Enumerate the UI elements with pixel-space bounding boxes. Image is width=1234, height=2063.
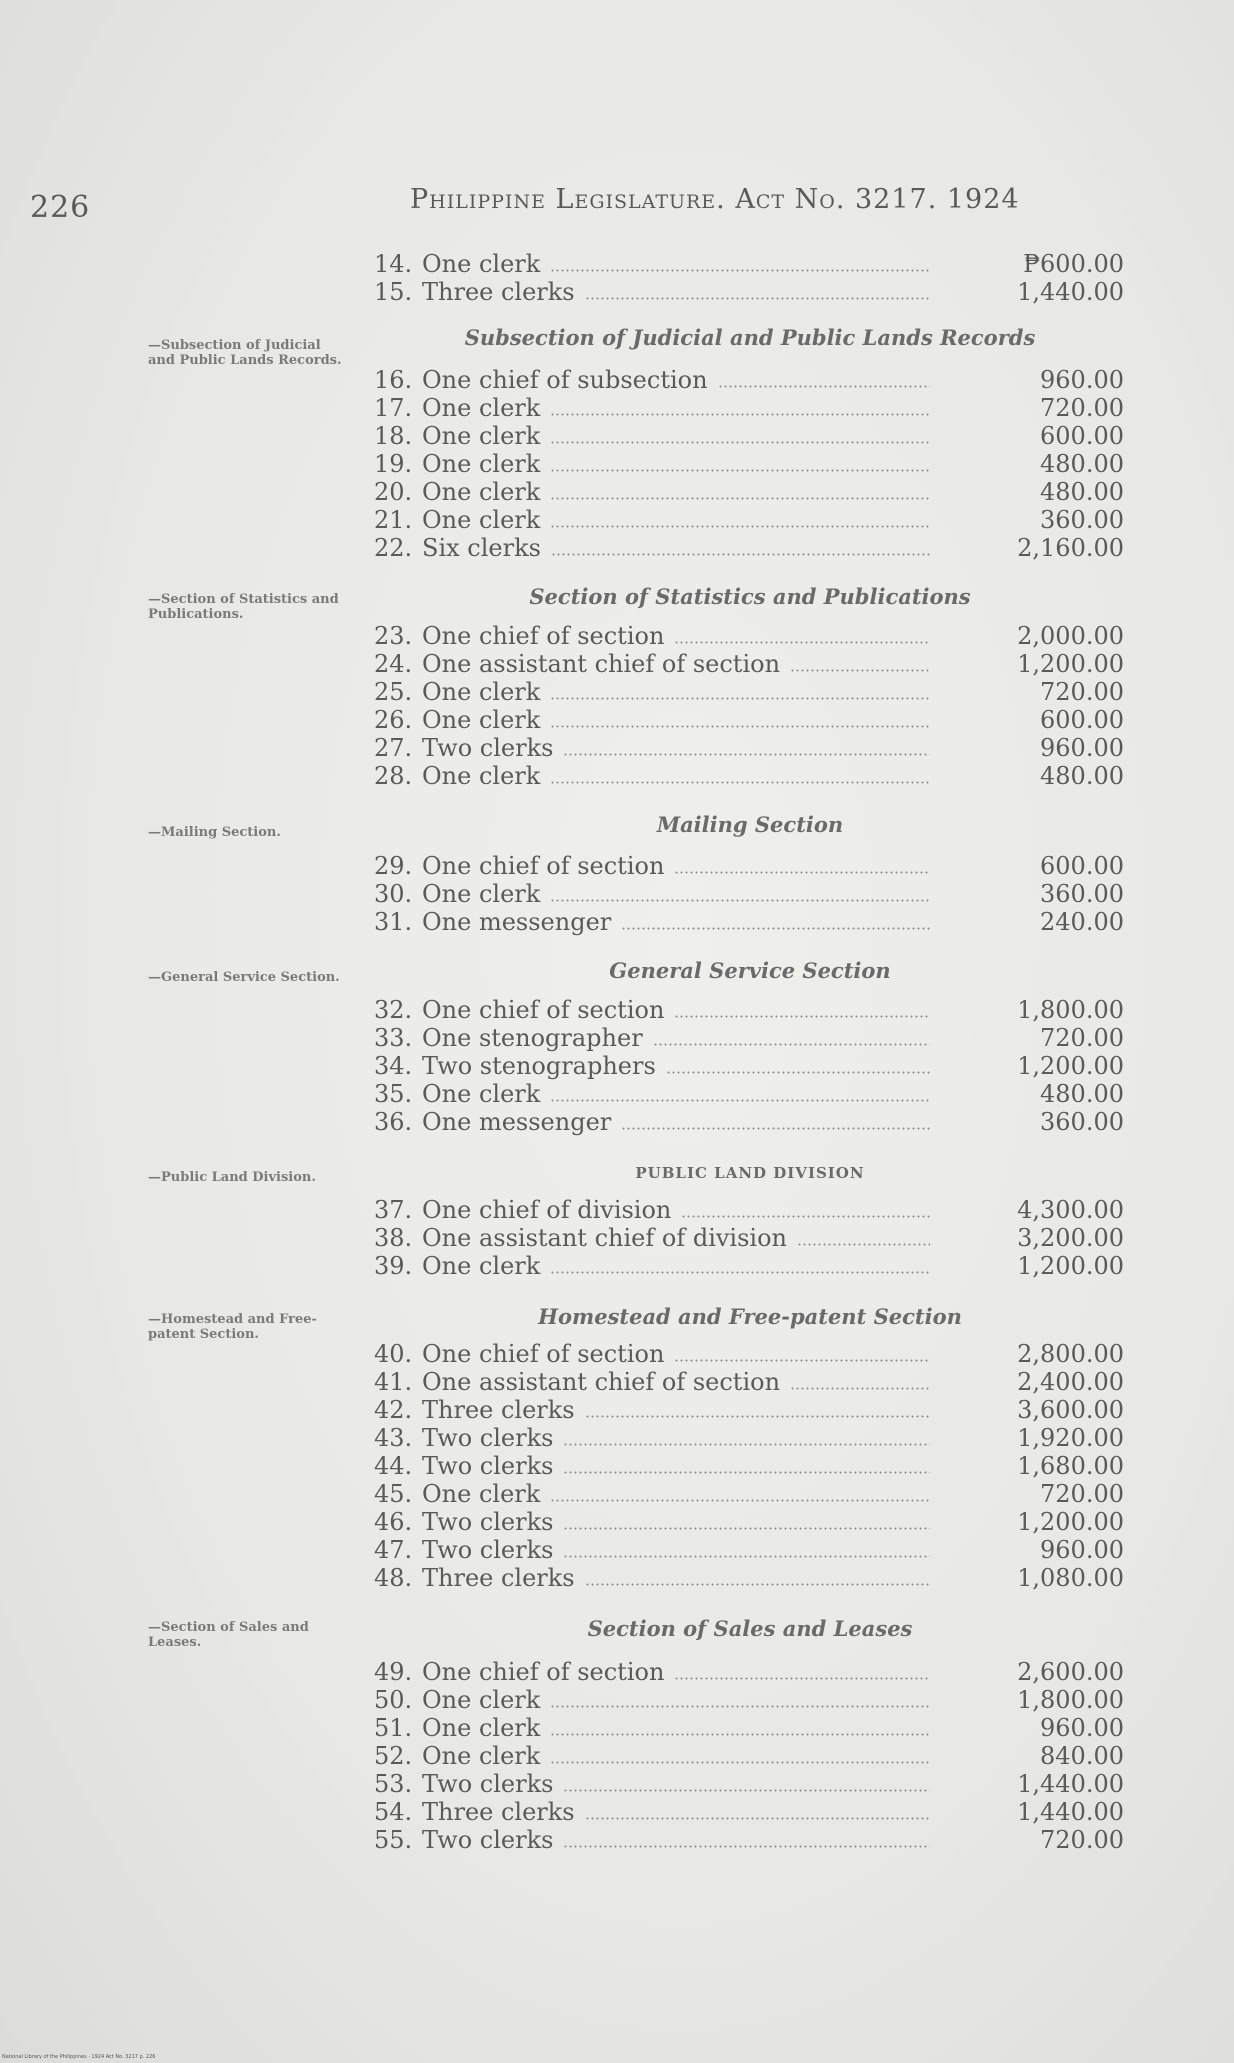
margin-note-sales-leases: —Section of Sales and Leases.: [148, 1620, 309, 1650]
item-description: One chief of section: [422, 1658, 665, 1686]
item-row: [374, 366, 1124, 394]
dot-leader: [550, 469, 930, 472]
item-row: [374, 1686, 1124, 1714]
item-number: 47.: [374, 1536, 413, 1564]
dot-leader: [718, 385, 930, 388]
item-number: 20.: [374, 478, 413, 506]
item-amount: 1,200.00: [1017, 650, 1124, 678]
item-number: 26.: [374, 706, 413, 734]
item-row: [374, 1052, 1124, 1080]
item-description: One clerk: [422, 1080, 541, 1108]
item-row: [374, 478, 1124, 506]
dot-leader: [550, 1733, 930, 1736]
item-description: One clerk: [422, 1252, 541, 1280]
section-heading: Section of Sales and Leases: [587, 1616, 913, 1641]
item-number: 54.: [374, 1798, 413, 1826]
margin-note-public-land: —Public Land Division.: [148, 1170, 316, 1185]
item-amount: 2,400.00: [1017, 1368, 1124, 1396]
item-description: One clerk: [422, 678, 541, 706]
item-amount: 1,800.00: [1017, 1686, 1124, 1714]
item-number: 19.: [374, 450, 413, 478]
item-row: [374, 1452, 1124, 1480]
item-number: 28.: [374, 762, 413, 790]
item-amount: 960.00: [1040, 1536, 1124, 1564]
item-description: One clerk: [422, 478, 541, 506]
dot-leader: [550, 1271, 930, 1274]
item-description: Three clerks: [422, 1798, 575, 1826]
item-amount: 2,000.00: [1017, 622, 1124, 650]
item-number: 16.: [374, 366, 413, 394]
item-description: One chief of section: [422, 852, 665, 880]
item-amount: 1,680.00: [1017, 1452, 1124, 1480]
dot-leader: [674, 871, 930, 874]
item-amount: 1,920.00: [1017, 1424, 1124, 1452]
item-amount: 1,440.00: [1017, 278, 1124, 306]
item-row: [374, 734, 1124, 762]
dot-leader: [790, 1387, 930, 1390]
section-heading: Subsection of Judicial and Public Lands Records: [464, 325, 1036, 350]
item-description: One clerk: [422, 706, 541, 734]
item-amount: ₱600.00: [1023, 250, 1124, 278]
item-description: Two clerks: [422, 1826, 554, 1854]
item-row: [374, 1658, 1124, 1686]
item-description: One clerk: [422, 1742, 541, 1770]
item-row: [374, 1742, 1124, 1770]
item-number: 15.: [374, 278, 413, 306]
item-description: One chief of subsection: [422, 366, 708, 394]
margin-note-mailing: —Mailing Section.: [148, 825, 281, 840]
item-row: [374, 1340, 1124, 1368]
dot-leader: [563, 1789, 930, 1792]
item-number: 38.: [374, 1224, 413, 1252]
item-row: [374, 1480, 1124, 1508]
dot-leader: [653, 1043, 930, 1046]
item-amount: 720.00: [1040, 394, 1124, 422]
item-description: Two clerks: [422, 1508, 554, 1536]
item-number: 18.: [374, 422, 413, 450]
item-row: [374, 650, 1124, 678]
item-description: One clerk: [422, 506, 541, 534]
running-head: Philippine Legislature. Act No. 3217. 1924: [410, 184, 1020, 215]
item-amount: 2,600.00: [1017, 1658, 1124, 1686]
item-amount: 480.00: [1040, 450, 1124, 478]
item-number: 46.: [374, 1508, 413, 1536]
dot-leader: [550, 899, 930, 902]
item-description: One chief of division: [422, 1196, 672, 1224]
dot-leader: [585, 1583, 930, 1586]
dot-leader: [681, 1215, 930, 1218]
dot-leader: [550, 1499, 930, 1502]
item-number: 33.: [374, 1024, 413, 1052]
page-number: 226: [30, 190, 91, 225]
item-number: 31.: [374, 908, 413, 936]
dot-leader: [674, 1677, 930, 1680]
item-number: 49.: [374, 1658, 413, 1686]
dot-leader: [550, 269, 930, 272]
item-amount: 1,200.00: [1017, 1508, 1124, 1536]
dot-leader: [550, 697, 930, 700]
item-number: 48.: [374, 1564, 413, 1592]
dot-leader: [797, 1243, 930, 1246]
item-number: 43.: [374, 1424, 413, 1452]
item-row: [374, 1024, 1124, 1052]
item-row: [374, 506, 1124, 534]
item-row: [374, 1424, 1124, 1452]
item-row: [374, 678, 1124, 706]
item-amount: 720.00: [1040, 1826, 1124, 1854]
item-row: [374, 1564, 1124, 1592]
item-amount: 1,440.00: [1017, 1770, 1124, 1798]
item-amount: 1,200.00: [1017, 1052, 1124, 1080]
dot-leader: [674, 1359, 930, 1362]
item-amount: 1,440.00: [1017, 1798, 1124, 1826]
dot-leader: [621, 1127, 930, 1130]
item-row: [374, 450, 1124, 478]
item-amount: 480.00: [1040, 762, 1124, 790]
item-row: [374, 908, 1124, 936]
dot-leader: [674, 641, 930, 644]
item-row: [374, 996, 1124, 1024]
item-number: 42.: [374, 1396, 413, 1424]
item-amount: 1,080.00: [1017, 1564, 1124, 1592]
division-heading: PUBLIC LAND DIVISION: [635, 1164, 865, 1182]
dot-leader: [585, 1415, 930, 1418]
item-amount: 2,160.00: [1017, 534, 1124, 562]
margin-note-general-service: —General Service Section.: [148, 970, 340, 985]
item-number: 21.: [374, 506, 413, 534]
item-description: One clerk: [422, 394, 541, 422]
dot-leader: [563, 1845, 930, 1848]
item-row: [374, 1536, 1124, 1564]
item-number: 50.: [374, 1686, 413, 1714]
item-amount: 960.00: [1040, 366, 1124, 394]
item-amount: 360.00: [1040, 880, 1124, 908]
item-amount: 720.00: [1040, 1480, 1124, 1508]
item-row: [374, 852, 1124, 880]
item-row: [374, 1508, 1124, 1536]
section-heading: General Service Section: [609, 958, 891, 983]
item-description: One clerk: [422, 1480, 541, 1508]
item-description: Three clerks: [422, 1564, 575, 1592]
section-heading: Homestead and Free-patent Section: [538, 1304, 962, 1329]
dot-leader: [790, 669, 930, 672]
dot-leader: [550, 725, 930, 728]
item-description: One clerk: [422, 422, 541, 450]
item-amount: 720.00: [1040, 678, 1124, 706]
item-description: One assistant chief of section: [422, 1368, 781, 1396]
item-amount: 3,600.00: [1017, 1396, 1124, 1424]
item-number: 14.: [374, 250, 413, 278]
item-row: [374, 394, 1124, 422]
dot-leader: [550, 1705, 930, 1708]
item-description: One chief of section: [422, 622, 665, 650]
item-row: [374, 880, 1124, 908]
dot-leader: [563, 1555, 930, 1558]
dot-leader: [550, 1099, 930, 1102]
item-number: 36.: [374, 1108, 413, 1136]
item-description: Two clerks: [422, 1452, 554, 1480]
item-description: One clerk: [422, 1714, 541, 1742]
item-number: 45.: [374, 1480, 413, 1508]
footer-credit: National Library of the Philippines · 1924 Act No. 3217 p. 226: [2, 2054, 156, 2060]
item-row: [374, 250, 1124, 278]
item-amount: 840.00: [1040, 1742, 1124, 1770]
dot-leader: [550, 1761, 930, 1764]
item-row: [374, 1252, 1124, 1280]
item-number: 22.: [374, 534, 413, 562]
item-number: 25.: [374, 678, 413, 706]
item-number: 53.: [374, 1770, 413, 1798]
item-row: [374, 762, 1124, 790]
item-description: One chief of section: [422, 1340, 665, 1368]
item-number: 32.: [374, 996, 413, 1024]
item-amount: 2,800.00: [1017, 1340, 1124, 1368]
margin-note-homestead: —Homestead and Free-patent Section.: [148, 1312, 317, 1342]
item-description: Two clerks: [422, 734, 554, 762]
dot-leader: [563, 1443, 930, 1446]
item-row: [374, 622, 1124, 650]
item-amount: 960.00: [1040, 1714, 1124, 1742]
item-row: [374, 1224, 1124, 1252]
item-description: One clerk: [422, 762, 541, 790]
item-number: 41.: [374, 1368, 413, 1396]
item-number: 40.: [374, 1340, 413, 1368]
item-number: 35.: [374, 1080, 413, 1108]
item-amount: 360.00: [1040, 1108, 1124, 1136]
item-number: 30.: [374, 880, 413, 908]
dot-leader: [674, 1015, 930, 1018]
dot-leader: [585, 297, 930, 300]
item-row: [374, 534, 1124, 562]
item-row: [374, 1080, 1124, 1108]
item-description: One clerk: [422, 1686, 541, 1714]
item-description: One assistant chief of section: [422, 650, 781, 678]
item-amount: 600.00: [1040, 422, 1124, 450]
item-description: Three clerks: [422, 278, 575, 306]
item-row: [374, 1826, 1124, 1854]
dot-leader: [585, 1817, 930, 1820]
dot-leader: [550, 441, 930, 444]
item-amount: 3,200.00: [1017, 1224, 1124, 1252]
item-row: [374, 1770, 1124, 1798]
item-description: Three clerks: [422, 1396, 575, 1424]
dot-leader: [550, 413, 930, 416]
item-number: 44.: [374, 1452, 413, 1480]
item-description: One chief of section: [422, 996, 665, 1024]
item-description: One messenger: [422, 908, 612, 936]
item-description: One clerk: [422, 450, 541, 478]
item-number: 17.: [374, 394, 413, 422]
margin-note-statistics: —Section of Statistics and Publications.: [148, 592, 339, 622]
item-number: 37.: [374, 1196, 413, 1224]
item-row: [374, 1714, 1124, 1742]
section-heading: Mailing Section: [656, 812, 844, 837]
margin-note-judicial-records: —Subsection of Judicial and Public Lands Records.: [148, 338, 342, 368]
item-amount: 600.00: [1040, 706, 1124, 734]
item-amount: 360.00: [1040, 506, 1124, 534]
item-number: 55.: [374, 1826, 413, 1854]
dot-leader: [563, 1471, 930, 1474]
item-description: One clerk: [422, 880, 541, 908]
item-row: [374, 706, 1124, 734]
item-amount: 4,300.00: [1017, 1196, 1124, 1224]
item-amount: 1,800.00: [1017, 996, 1124, 1024]
item-number: 39.: [374, 1252, 413, 1280]
item-row: [374, 1396, 1124, 1424]
item-number: 52.: [374, 1742, 413, 1770]
item-description: One clerk: [422, 250, 541, 278]
item-description: Six clerks: [422, 534, 541, 562]
item-number: 27.: [374, 734, 413, 762]
dot-leader: [563, 1527, 930, 1530]
item-description: Two stenographers: [422, 1052, 656, 1080]
dot-leader: [563, 753, 930, 756]
section-heading: Section of Statistics and Publications: [529, 584, 971, 609]
item-amount: 960.00: [1040, 734, 1124, 762]
dot-leader: [666, 1071, 930, 1074]
item-amount: 480.00: [1040, 478, 1124, 506]
item-description: Two clerks: [422, 1770, 554, 1798]
dot-leader: [621, 927, 930, 930]
item-row: [374, 278, 1124, 306]
item-number: 24.: [374, 650, 413, 678]
item-row: [374, 422, 1124, 450]
item-description: One messenger: [422, 1108, 612, 1136]
item-row: [374, 1108, 1124, 1136]
item-row: [374, 1368, 1124, 1396]
item-amount: 600.00: [1040, 852, 1124, 880]
item-amount: 480.00: [1040, 1080, 1124, 1108]
item-amount: 240.00: [1040, 908, 1124, 936]
item-amount: 1,200.00: [1017, 1252, 1124, 1280]
item-number: 23.: [374, 622, 413, 650]
item-description: One assistant chief of division: [422, 1224, 788, 1252]
item-description: Two clerks: [422, 1536, 554, 1564]
item-number: 29.: [374, 852, 413, 880]
item-description: Two clerks: [422, 1424, 554, 1452]
item-row: [374, 1196, 1124, 1224]
dot-leader: [550, 781, 930, 784]
item-number: 51.: [374, 1714, 413, 1742]
dot-leader: [550, 497, 930, 500]
dot-leader: [550, 525, 930, 528]
dot-leader: [551, 553, 930, 556]
item-row: [374, 1798, 1124, 1826]
item-number: 34.: [374, 1052, 413, 1080]
item-description: One stenographer: [422, 1024, 643, 1052]
item-amount: 720.00: [1040, 1024, 1124, 1052]
